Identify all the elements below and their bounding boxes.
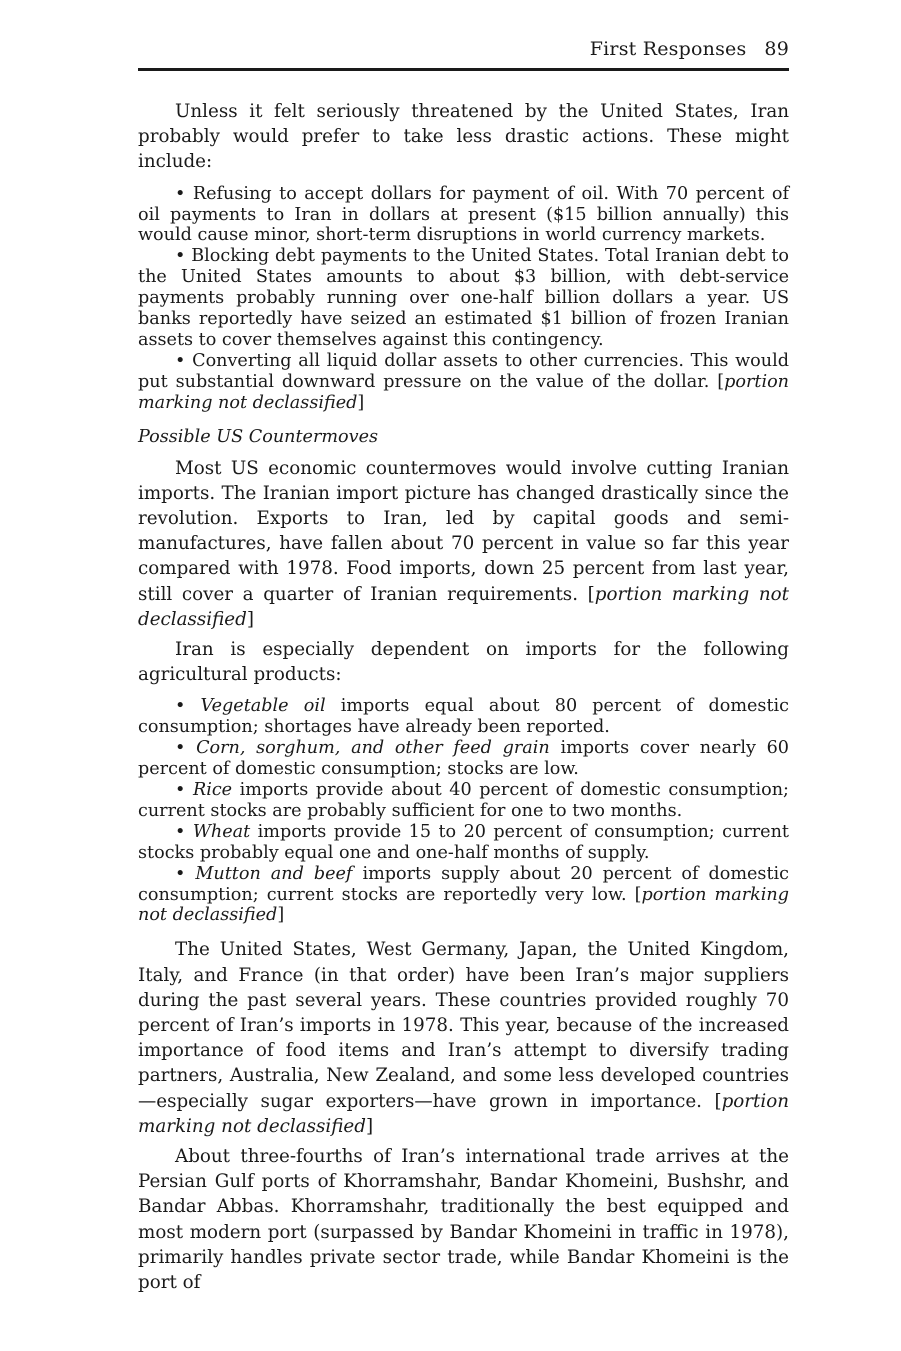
portion-marking: portion marking not declassified — [138, 371, 790, 413]
page-body — [138, 99, 789, 1300]
section-heading: Possible US Countermoves — [138, 426, 379, 447]
list-item-feed-grain: • Corn, sorghum, and other feed grain imports cover nearly 60 percent of domestic consumption; stocks are low. — [138, 738, 789, 780]
list-item-mutton-beef: • Mutton and beef imports supply about 20 percent of domestic consumption; current stocks are reportedly very low. [portion marking not declassified] — [138, 863, 789, 926]
list-item-wheat: • Wheat imports provide 15 to 20 percent of consumption; current stocks probably equal one and one-half months of supply. — [138, 821, 789, 863]
iranian-actions-list — [138, 184, 789, 414]
paragraph-intro: Unless it felt seriously threatened by the United States, Iran probably would prefer to take less drastic actions. These might include: — [138, 101, 789, 173]
paragraph-ports: About three-fourths of Iran’s international trade arrives at the Persian Gulf ports of Khorramshahr, Bandar Khomeini, Bushshr, and Bandar Abbas. Khorramshahr, traditionally the best equipped and most modern port (surpassed by Bandar Khomeini in traffic in 1978), primarily handles private sector trade, while Bandar Khomeini is the port of — [138, 1146, 789, 1294]
portion-marking: portion marking not declassified — [138, 884, 789, 926]
list-item-rice: • Rice imports provide about 40 percent of domestic consumption; current stocks are probably sufficient for one to two months. — [138, 780, 789, 821]
running-header — [590, 38, 789, 60]
agricultural-products-list — [138, 696, 789, 926]
paragraph-agri-intro: Iran is especially dependent on imports for the following agricultural products: — [138, 639, 789, 686]
page-number: 89 — [764, 38, 789, 60]
list-item-refuse-dollars: • Refusing to accept dollars for payment of oil. With 70 percent of oil payments to Iran in dollars at present ($15 billion annually) this would cause minor, short-term disruptions in world currency markets. — [138, 183, 789, 246]
portion-marking: portion marking not declassified — [138, 1090, 790, 1137]
paragraph-imports-overview: Most US economic countermoves would involve cutting Iranian imports. The Iranian import picture has changed drastically since the revolution. Exports to Iran, led by capital goods and semi-manufactures, have fallen about 70 percent in value so far this year compared with 1978. Food imports, down 25 percent from last year, still cover a quarter of Iranian requirements. [portion marking not declassified] — [138, 457, 790, 630]
portion-marking: portion marking not declassified — [138, 583, 790, 630]
paragraph-suppliers: The United States, West Germany, Japan, the United Kingdom, Italy, and France (in that order) have been Iran’s major suppliers during the past several years. These countries provided roughly 70 percent of Iran’s imports in 1978. This year, because of the increased importance of food items and Iran’s attempt to diversify trading partners, Australia, New Zealand, and some less developed countries—especially sugar exporters—have grown in importance. [portion marking not declassified] — [138, 939, 790, 1137]
running-title: First Responses — [589, 38, 747, 60]
list-item-block-debt: • Blocking debt payments to the United States. Total Iranian debt to the United States amounts to about $3 billion, with debt-service payments probably running over one-half billion dollars a year. US banks reportedly have seized an estimated $1 billion of frozen Iranian assets to cover themselves against this contingency. — [138, 246, 789, 350]
list-item-vegetable-oil: • Vegetable oil imports equal about 80 percent of domestic consumption; shortages have already been reported. — [138, 696, 789, 738]
list-item-convert-assets: • Converting all liquid dollar assets to other currencies. This would put substantial downward pressure on the value of the dollar. [portion marking not declassified] — [138, 350, 790, 413]
header-rule — [138, 68, 789, 71]
